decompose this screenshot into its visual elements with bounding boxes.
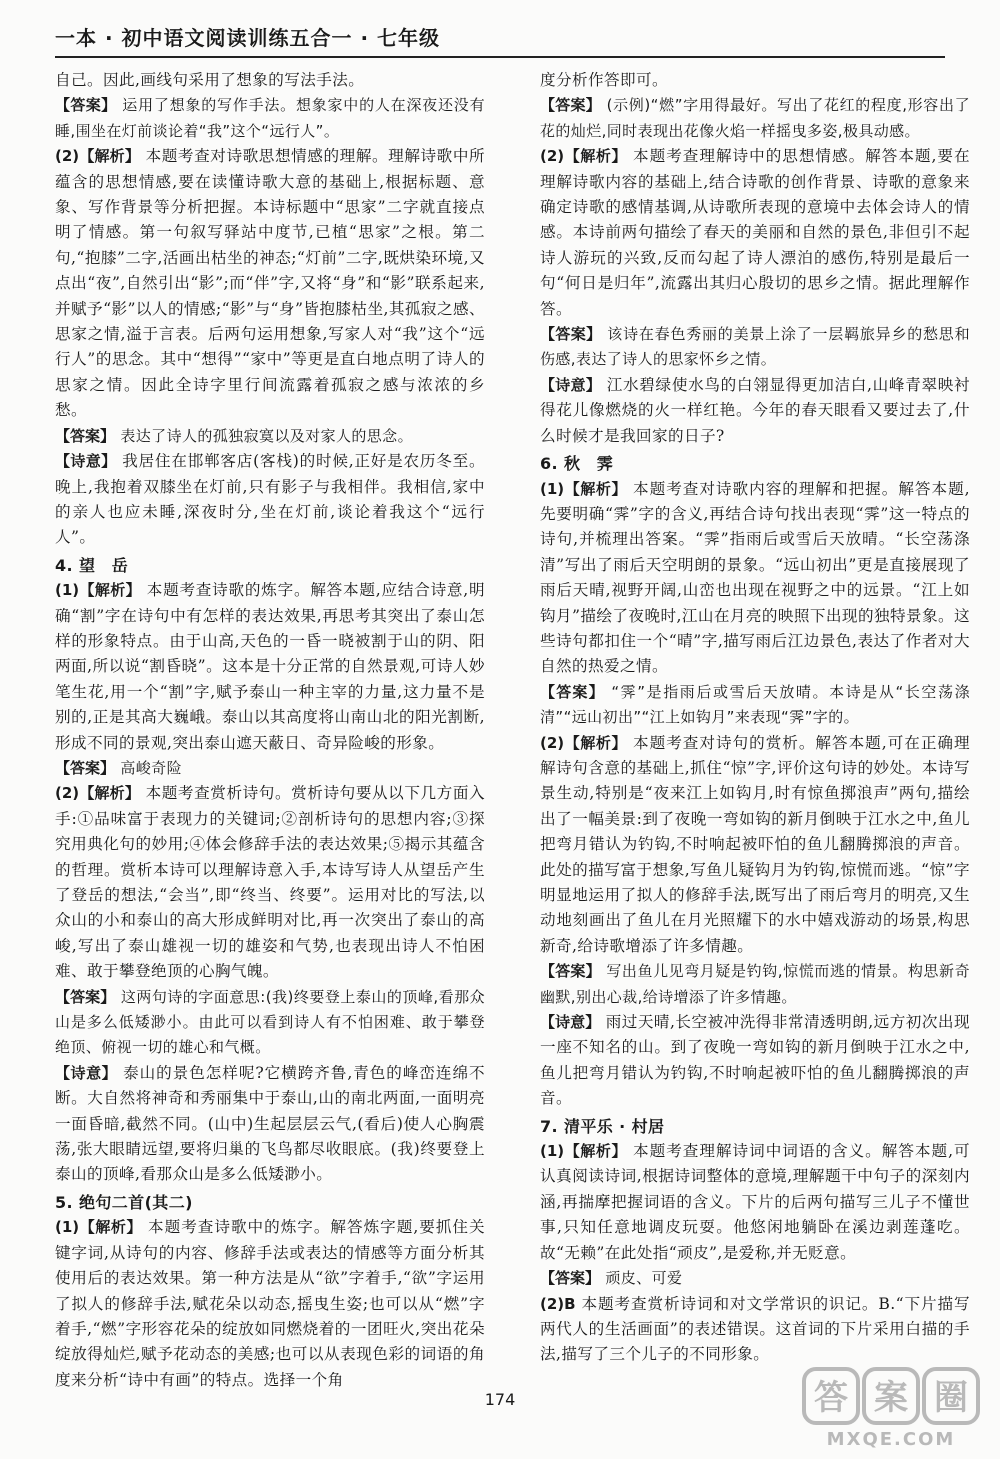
- answer-label: 【答案】: [540, 325, 602, 344]
- analysis-block: [540, 144, 970, 322]
- poem-meaning-text: 我居住在邯郸客店(客栈)的时候,正好是农历冬至。晚上,我抱着双膝坐在灯前,只有影子与我相伴。我相信,家中的亲人也应未睡,深夜时分,坐在灯前,谈论着我这个“远行人”。: [55, 452, 485, 547]
- left-column: [55, 68, 485, 1393]
- analysis-text: 本题考查对诗歌内容的理解和把握。解答本题,先要明确“霁”字的含义,再结合诗句找出表现“霁”这一特点的诗句,并梳理出答案。“霁”指雨后或雪后天放晴。“长空荡涤清”写出了雨后天空明朗的景象。“远山初出”更是直接展现了雨后天晴,视野开阔,山峦也出现在视野之中的远景。“江上如钩月”描绘了夜晚时,江山在月亮的映照下出现的独特景象。这些诗句都扣住一个“晴”字,描写雨后江边景色,表达了作者对大自然的热爱之情。: [540, 479, 971, 676]
- section-title-7: 7. 清平乐 · 村居: [540, 1116, 665, 1136]
- analysis-label: (1)【解析】: [540, 1142, 628, 1161]
- poem-meaning-label: 【诗意】: [540, 375, 602, 394]
- page-header: 一本 · 初中语文阅读训练五合一 · 七年级: [55, 22, 945, 58]
- answer-label: 【答案】: [55, 987, 116, 1006]
- analysis-label: (1)【解析】: [55, 1218, 143, 1237]
- analysis-text: 本题考查对诗歌思想情感的理解。理解诗歌中所蕴含的思想情感,要在读懂诗歌大意的基础上,根据标题、意象、写作背景等分析把握。本诗标题中“思家”二字就直接点明了情感。第一句叙写驿站中度节,已植“思家”之根。第二句,“抱膝”二字,活画出枯坐的神态;“灯前”二字,既烘染环境,又点出“夜”,自然引出“影”;而“伴”字,又将“身”和“影”联系起来,并赋予“影”以人的情感;“影”与“身”皆抱膝枯坐,其孤寂之感、思家之情,溢于言表。后两句运用想象,写家人对“我”这个“远行人”的思念。其中“想得”“家中”等更是直白地点明了诗人的思家之情。因此全诗字里行间流露着孤寂之感与浓浓的乡愁。: [55, 147, 486, 420]
- analysis-text: 本题考查理解诗中的思想情感。解答本题,要在理解诗歌内容的基础上,结合诗歌的创作背景、诗歌的意象来确定诗歌的感情基调,从诗歌所表现的意境中去体会诗人的情感。本诗前两句描绘了春天的美丽和自然的景色,非但引不起诗人游玩的兴致,反而勾起了诗人漂泊的感伤,特别是最后一句“何日是归年”,流露出其归心殷切的思乡之情。据此理解作答。: [540, 147, 971, 318]
- poem-meaning-label: 【诗意】: [55, 452, 117, 471]
- answer-block: [540, 93, 970, 144]
- answer-text: “霁”是指雨后或雪后天放晴。本诗是从“长空荡涤清”“远山初出”“江上如钩月”来表现“霁”字的。: [540, 682, 970, 727]
- answer-label: 【答案】: [55, 758, 116, 777]
- section-title-4: 4. 望 岳: [55, 555, 129, 575]
- answer-text: 这两句诗的字面意思:(我)终要登上泰山的顶峰,看那众山是多么低矮渺小。由此可以看到诗人有不怕困难、敢于攀登绝顶、俯视一切的雄心和气概。: [55, 987, 485, 1057]
- answer-label: 【答案】: [540, 682, 605, 701]
- answer-block: [55, 756, 485, 781]
- analysis-block: [540, 731, 970, 960]
- section-title-6: 6. 秋 霁: [540, 454, 614, 474]
- answer-block: [55, 424, 485, 449]
- analysis-label: (1)【解析】: [540, 479, 628, 498]
- analysis-block: [540, 1139, 970, 1266]
- answer-block: [540, 680, 970, 731]
- answer-label: 【答案】: [540, 1269, 601, 1288]
- answer-label: 【答案】: [540, 96, 601, 115]
- answer-text: 高峻奇险: [120, 758, 182, 777]
- poem-meaning-label: 【诗意】: [540, 1013, 601, 1032]
- answer-block: [55, 985, 485, 1061]
- answer-block: [540, 322, 970, 373]
- watermark-char-3: 圈: [934, 1378, 968, 1418]
- watermark-url: MXQE.COM: [826, 1429, 956, 1450]
- analysis-block: [55, 781, 485, 984]
- analysis-block: [540, 477, 970, 680]
- analysis-text: 本题考查对诗句的赏析。解答本题,可在正确理解诗句含意的基础上,抓住“惊”字,评价这句诗的妙处。本诗写景生动,特别是“夜来江上如钩月,时有惊鱼掷浪声”两句,描绘出了一幅美景:到了夜晚一弯如钩的新月倒映于江水之中,鱼儿把弯月错认为钓钩,不时响起被吓怕的鱼儿翻腾掷浪的声音。此处的描写富于想象,写鱼儿疑钩月为钓钩,惊慌而逃。“惊”字明显地运用了拟人的修辞手法,既写出了雨后弯月的明亮,又生动地刻画出了鱼儿在月光照耀下的水中嬉戏游动的场景,构思新奇,给诗歌增添了许多情趣。: [540, 733, 971, 955]
- watermark-char-2: 案: [874, 1378, 908, 1418]
- analysis-label: (1)【解析】: [55, 581, 141, 600]
- page-number: 174: [484, 1390, 516, 1409]
- answer-block: [540, 959, 970, 1010]
- analysis-block: [55, 1215, 485, 1393]
- poem-meaning-block: [55, 449, 485, 551]
- paragraph: 自己。因此,画线句采用了想象的写法手法。: [55, 71, 365, 89]
- answer-label: 【答案】: [55, 426, 116, 445]
- analysis-label: (2)【解析】: [55, 784, 141, 803]
- section-title-5: 5. 绝句二首(其二): [55, 1192, 193, 1212]
- analysis-label: (2)【解析】: [55, 147, 141, 166]
- analysis-block: [55, 578, 485, 756]
- analysis-label: (2)【解析】: [540, 733, 628, 752]
- answer-label: 【答案】: [540, 962, 601, 981]
- analysis-block: [55, 144, 485, 423]
- analysis-text: 本题考查诗歌的炼字。解答本题,应结合诗意,明确“割”字在诗句中有怎样的表达效果,再思考其突出了泰山怎样的形象特点。由于山高,天色的一昏一晓被割于山的阴、阳两面,所以说“割昏晓”。这本是十分正常的自然景观,可诗人妙笔生花,用一个“割”字,赋予泰山一种主宰的力量,这力量不是别的,正是其高大巍峨。泰山以其高度将山南山北的阳光割断,形成不同的景观,突出泰山遮天蔽日、奇异险峻的形象。: [55, 581, 486, 752]
- poem-meaning-block: [55, 1061, 485, 1188]
- answer-text: 该诗在春色秀丽的美景上涂了一层羁旅异乡的愁思和伤感,表达了诗人的思家怀乡之情。: [540, 325, 970, 369]
- answer-text: 顽皮、可爱: [605, 1269, 683, 1288]
- answer-block: [55, 93, 485, 144]
- analysis-text: 本题考查诗歌中的炼字。解答炼字题,要抓住关键字词,从诗句的内容、修辞手法或表达的情感等方面分析其使用后的表达效果。第一种方法是从“欲”字着手,“欲”字运用了拟人的修辞手法,赋花朵以动态,摇曳生姿;也可以从“燃”字着手,“燃”字形容花朵的绽放如同燃烧着的一团旺火,突出花朵绽放得灿烂,赋予花动态的美感;也可以从表现色彩的词语的角度来分析“诗中有画”的特点。选择一个角: [55, 1218, 486, 1389]
- analysis-text: 本题考查赏析诗句。赏析诗句要从以下几方面入手:①品味富于表现力的关键词;②剖析诗句的思想内容;③探究用典化句的妙用;④体会修辞手法的表达效果;⑤揭示其蕴含的哲理。赏析本诗可以理解诗意入手,本诗写诗人从望岳产生了登岳的想法,“会当”,即“终当、终要”。运用对比的写法,以众山的小和泰山的高大形成鲜明对比,再一次突出了泰山的高峻,写出了泰山雄视一切的雄姿和气势,也表现出诗人不怕困难、敢于攀登绝顶的心胸气魄。: [55, 784, 486, 981]
- answer-text: 写出鱼儿见弯月疑是钓钩,惊慌而逃的情景。构思新奇幽默,别出心裁,给诗增添了许多情趣。: [540, 962, 970, 1006]
- analysis-label: (2)B: [540, 1294, 576, 1313]
- poem-meaning-block: [540, 373, 970, 449]
- poem-meaning-text: 江水碧绿使水鸟的白翎显得更加洁白,山峰青翠映衬得花儿像燃烧的火一样红艳。今年的春天眼看又要过去了,什么时候才是我回家的日子?: [540, 375, 970, 445]
- answer-label: 【答案】: [55, 96, 117, 115]
- watermark-char-1: 答: [814, 1378, 848, 1418]
- poem-meaning-text: 雨过天晴,长空被冲洗得非常清透明朗,远方初次出现一座不知名的山。到了夜晚一弯如钩的新月倒映于江水之中,鱼儿把弯月错认为钓钩,不时响起被吓怕的鱼儿翻腾掷浪的声音。: [540, 1013, 970, 1108]
- analysis-label: (2)【解析】: [540, 147, 628, 166]
- analysis-text: 本题考查理解诗词中词语的含义。解答本题,可认真阅读诗词,根据诗词整体的意境,理解题干中句子的深刻内涵,再揣摩把握词语的含义。下片的后两句描写三儿子不懂世事,只知任意地调皮玩耍。他悠闲地躺卧在溪边剥莲蓬吃。故“无赖”在此处指“顽皮”,是爱称,并无贬意。: [540, 1142, 971, 1262]
- answer-block: [540, 1266, 970, 1291]
- right-column: [540, 68, 970, 1368]
- answer-text: (示例)“燃”字用得最好。写出了花红的程度,形容出了花的灿烂,同时表现出花像火焰一样摇曳多姿,极具动感。: [540, 96, 970, 140]
- poem-meaning-text: 泰山的景色怎样呢?它横跨齐鲁,青色的峰峦连绵不断。大自然将神奇和秀丽集中于泰山,山的南北两面,一面明亮一面昏暗,截然不同。(山中)生起层层云气,(看后)使人心胸震荡,张大眼睛远望,要将归巢的飞鸟都尽收眼底。(我)终要登上泰山的顶峰,看那众山是多么低矮渺小。: [55, 1063, 485, 1184]
- poem-meaning-label: 【诗意】: [55, 1063, 118, 1082]
- analysis-text: 本题考查赏析诗词和对文学常识的识记。B.“下片描写两代人的生活画面”的表述错误。这首词的下片采用白描的手法,描写了三个儿子的不同形象。: [540, 1294, 971, 1364]
- analysis-block: [540, 1292, 970, 1368]
- answer-text: 表达了诗人的孤独寂寞以及对家人的思念。: [120, 426, 413, 445]
- paragraph: 度分析作答即可。: [540, 71, 668, 89]
- answer-text: 运用了想象的写作手法。想象家中的人在深夜还没有睡,围坐在灯前谈论着“我”这个“远行人”。: [55, 96, 485, 140]
- watermark-logo: [800, 1365, 985, 1450]
- poem-meaning-block: [540, 1010, 970, 1112]
